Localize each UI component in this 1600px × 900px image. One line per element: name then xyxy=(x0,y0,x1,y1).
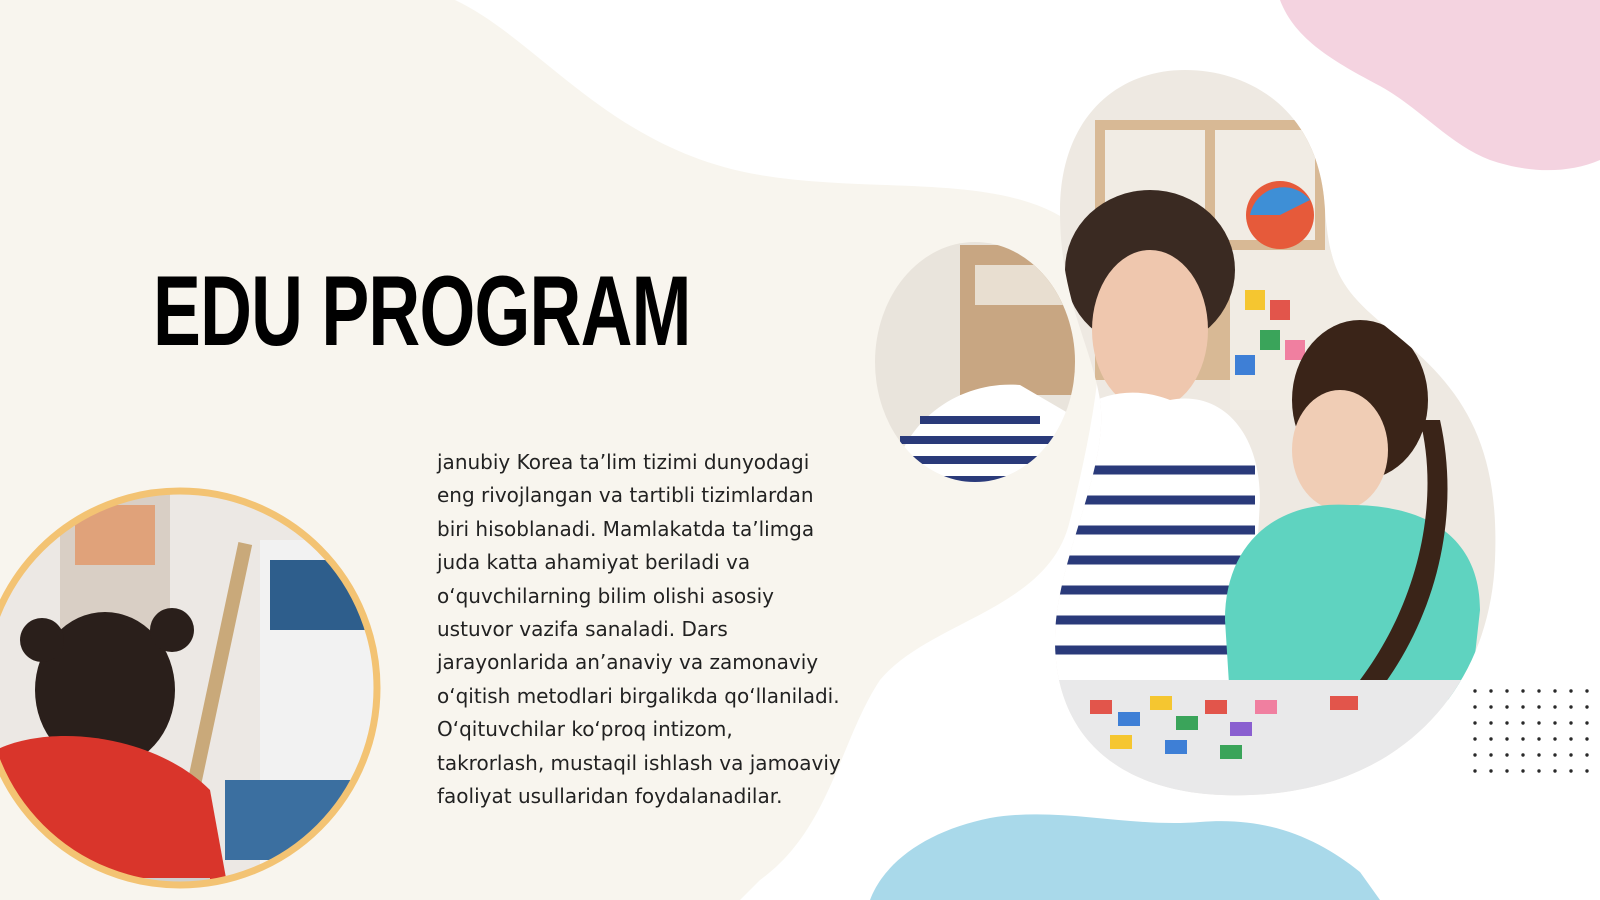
body-line: o‘quvchilarning bilim olishi asosiy xyxy=(437,583,774,608)
photo-teacher-and-girl xyxy=(1040,60,1510,810)
photo-child-painting xyxy=(0,480,380,900)
body-line: juda katta ahamiyat beriladi va xyxy=(437,550,751,575)
body-paragraph xyxy=(437,446,897,813)
body-line: eng rivojlangan va tartibli tizimlardan xyxy=(437,483,814,508)
body-line: o‘qitish metodlari birgalikda qo‘llaniladi. xyxy=(437,683,840,708)
body-line: biri hisoblanadi. Mamlakatda ta’limga xyxy=(437,516,815,541)
photo-teacher-detail xyxy=(870,240,1080,490)
body-line: faoliyat usullaridan foydalanadilar. xyxy=(437,784,783,809)
page-title: EDU PROGRAM xyxy=(153,256,691,367)
body-line: jarayonlarida an’anaviy va zamonaviy xyxy=(437,650,819,675)
body-line: O‘qituvchilar ko‘proq intizom, xyxy=(437,717,733,742)
body-line: takrorlash, mustaqil ishlash va jamoaviy xyxy=(437,750,841,775)
body-line: janubiy Korea ta’lim tizimi dunyodagi xyxy=(437,450,810,474)
body-line: ustuvor vazifa sanaladi. Dars xyxy=(437,617,728,642)
